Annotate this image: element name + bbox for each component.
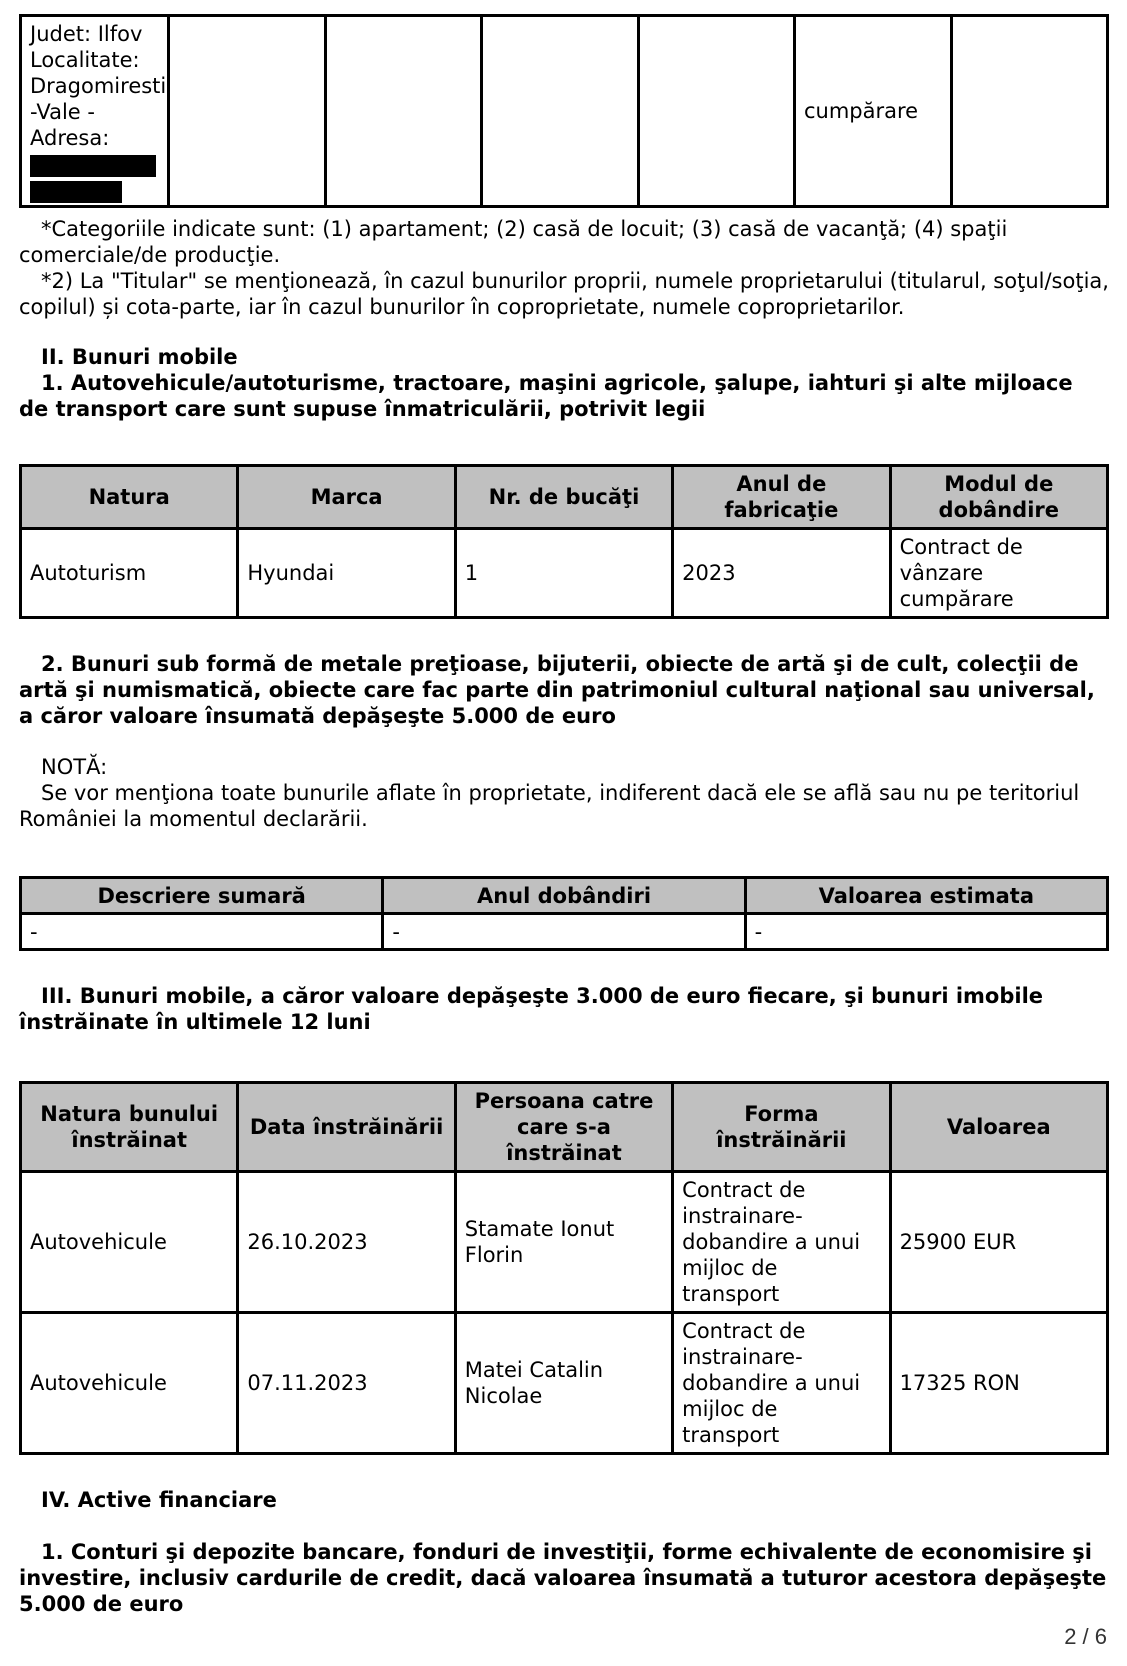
- table-cell: Matei Catalin Nicolae: [455, 1313, 672, 1454]
- redaction-bar: [30, 181, 122, 203]
- table-cell: -: [383, 914, 745, 950]
- nota-label: NOTĂ:: [41, 755, 108, 779]
- table-cell: Contract de vânzare cumpărare: [890, 529, 1107, 618]
- table-cell: Contract de instrainare-dobandire a unui mijloc de transport: [673, 1172, 890, 1313]
- table-cell: -: [21, 914, 383, 950]
- valuables-table: [19, 876, 1109, 951]
- location-line: Localitate:: [30, 48, 140, 72]
- page-number: 2 / 6: [1064, 1624, 1107, 1649]
- category-note: *Categoriile indicate sunt: (1) apartament; (2) casă de locuit; (3) casă de vacanţă; (4) spaţii comerciale/de producţie.: [19, 217, 1008, 267]
- table-cell: 1: [455, 529, 672, 618]
- empty-cell: [951, 16, 1108, 207]
- location-line: -Vale -: [30, 100, 95, 124]
- table-cell: Autovehicule: [21, 1313, 238, 1454]
- property-table: [19, 14, 1109, 208]
- section-heading-alienated: III. Bunuri mobile, a căror valoare depăşeşte 3.000 de euro fiecare, şi bunuri imobile înstrăinate în ultimele 12 luni: [19, 984, 1044, 1034]
- column-header: Forma înstrăinării: [673, 1083, 890, 1172]
- column-header: Data înstrăinării: [238, 1083, 455, 1172]
- table-cell: 17325 RON: [890, 1313, 1107, 1454]
- subsection-heading-valuables: 2. Bunuri sub formă de metale preţioase, bijuterii, obiecte de artă şi de cult, colecţii de artă şi numismatică, obiecte care fac parte din patrimoniul cultural naţional sau universal, a căror valoare însumată depăşeşte 5.000 de euro: [19, 652, 1095, 728]
- location-line: Dragomiresti: [30, 74, 167, 98]
- acquisition-mode-cell: cumpărare: [795, 16, 952, 207]
- table-header-row: [21, 466, 1108, 529]
- column-header: Marca: [238, 466, 455, 529]
- column-header: Descriere sumară: [21, 878, 383, 914]
- subsection-heading-bank-accounts: 1. Conturi şi depozite bancare, fonduri de investiţii, forme echivalente de economisire şi investire, inclusiv cardurile de credit, dacă valoarea însumată a tuturor acestora depăşeşte 5.000 de euro: [19, 1540, 1107, 1616]
- redaction-bar: [30, 155, 156, 177]
- column-header: Persoana catre care s-a înstrăinat: [455, 1083, 672, 1172]
- column-header: Natura: [21, 466, 238, 529]
- alienated-table: [19, 1081, 1109, 1455]
- table-cell: 07.11.2023: [238, 1313, 455, 1454]
- column-header: Natura bunului înstrăinat: [21, 1083, 238, 1172]
- table-cell: Contract de instrainare-dobandire a unui mijloc de transport: [673, 1313, 890, 1454]
- section-heading-financial-assets: IV. Active financiare: [41, 1488, 277, 1512]
- table-header-row: [21, 878, 1108, 914]
- table-row: [21, 914, 1108, 950]
- empty-cell: [482, 16, 639, 207]
- section-heading-bunuri-mobile: II. Bunuri mobile: [41, 345, 238, 369]
- titular-note: *2) La "Titular" se menţionează, în cazul bunurilor proprii, numele proprietarului (titularul, soţul/soţia, copilul) și cota-parte, iar în cazul bunurilor în coproprietate, numele coproprietarilor.: [19, 269, 1109, 319]
- column-header: Modul de dobândire: [890, 466, 1107, 529]
- document-page: [19, 14, 1109, 1617]
- empty-cell: [638, 16, 795, 207]
- table-cell: Hyundai: [238, 529, 455, 618]
- column-header: Anul dobândiri: [383, 878, 745, 914]
- location-line: Judet: Ilfov: [30, 22, 143, 46]
- subsection-heading-vehicles: 1. Autovehicule/autoturisme, tractoare, maşini agricole, şalupe, iahturi şi alte mijloace de transport care sunt supuse înmatriculării, potrivit legii: [19, 371, 1073, 421]
- table-cell: Autovehicule: [21, 1172, 238, 1313]
- table-cell: -: [745, 914, 1107, 950]
- column-header: Valoarea: [890, 1083, 1107, 1172]
- location-cell: [21, 16, 169, 207]
- table-header-row: [21, 1083, 1108, 1172]
- table-row: [21, 16, 1108, 207]
- column-header: Valoarea estimata: [745, 878, 1107, 914]
- table-cell: Autoturism: [21, 529, 238, 618]
- vehicles-table: [19, 464, 1109, 619]
- table-cell: 25900 EUR: [890, 1172, 1107, 1313]
- table-row: [21, 1313, 1108, 1454]
- table-row: [21, 1172, 1108, 1313]
- empty-cell: [325, 16, 482, 207]
- table-cell: Stamate Ionut Florin: [455, 1172, 672, 1313]
- column-header: Anul de fabricaţie: [673, 466, 890, 529]
- empty-cell: [169, 16, 326, 207]
- table-cell: 2023: [673, 529, 890, 618]
- column-header: Nr. de bucăţi: [455, 466, 672, 529]
- location-line: Adresa:: [30, 126, 110, 150]
- nota-text: Se vor menţiona toate bunurile aflate în proprietate, indiferent dacă ele se află sau nu pe teritoriul României la momentul declarării.: [19, 781, 1080, 831]
- table-row: [21, 529, 1108, 618]
- table-cell: 26.10.2023: [238, 1172, 455, 1313]
